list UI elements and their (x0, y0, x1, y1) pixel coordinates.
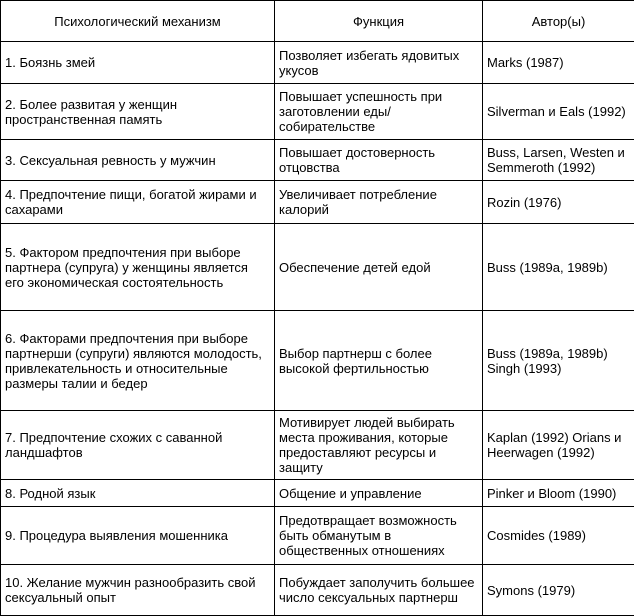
mechanism-cell: 7. Предпочтение схожих с саванной ландшафтов (1, 411, 275, 480)
author-cell: Silverman и Eals (1992) (483, 84, 634, 140)
table-row (1, 84, 634, 140)
header-row (1, 1, 634, 42)
mechanism-cell: 9. Процедура выявления мошенника (1, 507, 275, 565)
function-cell: Побуждает заполучить большее число сексуальных партнерш (275, 565, 483, 616)
mechanism-cell: 8. Родной язык (1, 480, 275, 507)
mechanism-cell: 2. Более развитая у женщин пространственная память (1, 84, 275, 140)
column-header-mechanism: Психологический механизм (1, 1, 275, 42)
function-cell: Позволяет избегать ядовитых укусов (275, 42, 483, 84)
column-header-function: Функция (275, 1, 483, 42)
author-cell: Buss (1989а, 1989b) (483, 224, 634, 311)
mechanism-cell: 1. Боязнь змей (1, 42, 275, 84)
function-cell: Повышает успешность при заготовлении еды/собирательстве (275, 84, 483, 140)
author-cell: Symons (1979) (483, 565, 634, 616)
table-row (1, 42, 634, 84)
column-header-author: Автор(ы) (483, 1, 634, 42)
table-row (1, 480, 634, 507)
author-cell: Buss, Larsen, Westen и Semmeroth (1992) (483, 140, 634, 181)
mechanism-cell: 5. Фактором предпочтения при выборе партнера (супруга) у женщины является его экономическая состоятельность (1, 224, 275, 311)
function-cell: Повышает достоверность отцовства (275, 140, 483, 181)
author-cell: Cosmides (1989) (483, 507, 634, 565)
mechanism-cell: 4. Предпочтение пищи, богатой жирами и сахарами (1, 181, 275, 224)
mechanism-cell: 3. Сексуальная ревность у мужчин (1, 140, 275, 181)
author-cell: Marks (1987) (483, 42, 634, 84)
mechanism-cell: 6. Факторами предпочтения при выборе партнерши (супруги) являются молодость, привлекательность и относительные размеры талии и бедер (1, 311, 275, 411)
author-cell: Kaplan (1992) Orians и Heerwagen (1992) (483, 411, 634, 480)
table-row (1, 565, 634, 616)
author-cell: Pinker и Bloom (1990) (483, 480, 634, 507)
function-cell: Обеспечение детей едой (275, 224, 483, 311)
table-row (1, 181, 634, 224)
function-cell: Мотивирует людей выбирать места проживания, которые предоставляют ресурсы и защиту (275, 411, 483, 480)
table-row (1, 411, 634, 480)
mechanism-cell: 10. Желание мужчин разнообразить свой сексуальный опыт (1, 565, 275, 616)
function-cell: Выбор партнерш с более высокой фертильностью (275, 311, 483, 411)
table-row (1, 140, 634, 181)
table-row (1, 507, 634, 565)
function-cell: Общение и управление (275, 480, 483, 507)
function-cell: Увеличивает потребление калорий (275, 181, 483, 224)
author-cell: Buss (1989а, 1989b) Singh (1993) (483, 311, 634, 411)
table-row (1, 311, 634, 411)
author-cell: Rozin (1976) (483, 181, 634, 224)
function-cell: Предотвращает возможность быть обманутым в общественных отношениях (275, 507, 483, 565)
table-row (1, 224, 634, 311)
